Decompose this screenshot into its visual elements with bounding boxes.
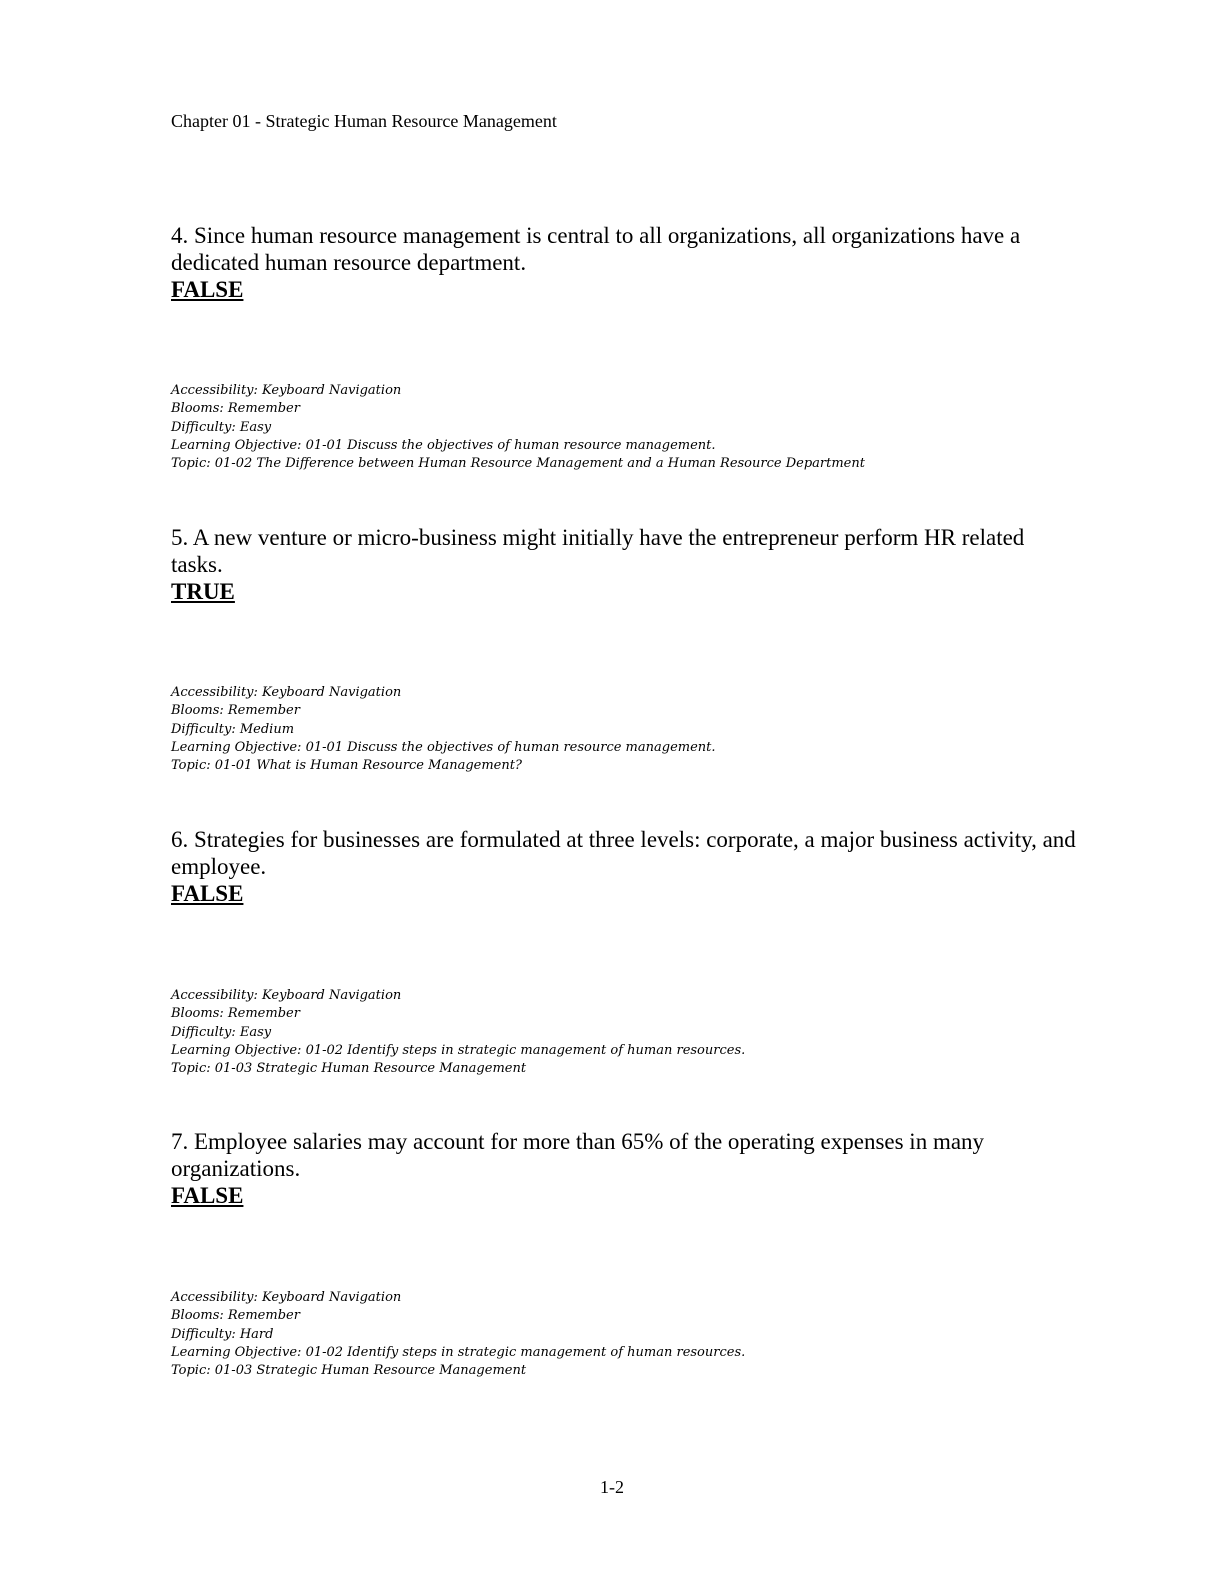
meta-difficulty: Difficulty: Easy (171, 1024, 272, 1040)
meta-blooms: Blooms: Remember (171, 401, 300, 417)
question-metadata (171, 1289, 745, 1380)
page-number: 1-2 (600, 1477, 624, 1497)
question-block (171, 1128, 1081, 1210)
question-text: 5. A new venture or micro-business might initially have the entrepreneur perform HR related tasks. (171, 525, 1025, 577)
question-block (171, 826, 1081, 908)
meta-blooms: Blooms: Remember (171, 703, 300, 719)
question-metadata (171, 684, 716, 775)
question-answer: FALSE (171, 1183, 244, 1208)
meta-accessibility: Accessibility: Keyboard Navigation (171, 988, 402, 1003)
meta-difficulty: Difficulty: Medium (171, 721, 295, 737)
question-answer: TRUE (171, 579, 235, 604)
meta-difficulty: Difficulty: Easy (171, 419, 272, 435)
meta-learning-objective: Learning Objective: 01-01 Discuss the objectives of human resource management. (171, 437, 716, 453)
meta-topic: Topic: 01-02 The Difference between Human Resource Management and a Human Resource Department (171, 456, 865, 472)
chapter-header: Chapter 01 - Strategic Human Resource Management (171, 111, 557, 131)
meta-blooms: Blooms: Remember (171, 1308, 300, 1324)
meta-topic: Topic: 01-03 Strategic Human Resource Management (171, 1363, 527, 1379)
meta-topic: Topic: 01-03 Strategic Human Resource Management (171, 1061, 527, 1077)
meta-topic: Topic: 01-01 What is Human Resource Management? (171, 758, 522, 774)
question-metadata (171, 382, 865, 473)
question-block (171, 222, 1081, 304)
question-answer: FALSE (171, 881, 244, 906)
question-answer: FALSE (171, 277, 244, 302)
question-block (171, 524, 1081, 606)
question-text: 7. Employee salaries may account for more than 65% of the operating expenses in many organizations. (171, 1129, 985, 1181)
meta-difficulty: Difficulty: Hard (171, 1326, 274, 1342)
meta-accessibility: Accessibility: Keyboard Navigation (171, 383, 402, 398)
meta-learning-objective: Learning Objective: 01-01 Discuss the objectives of human resource management. (171, 739, 716, 755)
question-text: 6. Strategies for businesses are formulated at three levels: corporate, a major business activity, and employee. (171, 827, 1076, 879)
meta-accessibility: Accessibility: Keyboard Navigation (171, 685, 402, 700)
meta-blooms: Blooms: Remember (171, 1006, 300, 1022)
question-metadata (171, 987, 745, 1078)
meta-accessibility: Accessibility: Keyboard Navigation (171, 1290, 402, 1305)
meta-learning-objective: Learning Objective: 01-02 Identify steps in strategic management of human resources. (171, 1042, 746, 1058)
question-text: 4. Since human resource management is central to all organizations, all organizations have a dedicated human resource department. (171, 223, 1021, 275)
meta-learning-objective: Learning Objective: 01-02 Identify steps in strategic management of human resources. (171, 1344, 746, 1360)
